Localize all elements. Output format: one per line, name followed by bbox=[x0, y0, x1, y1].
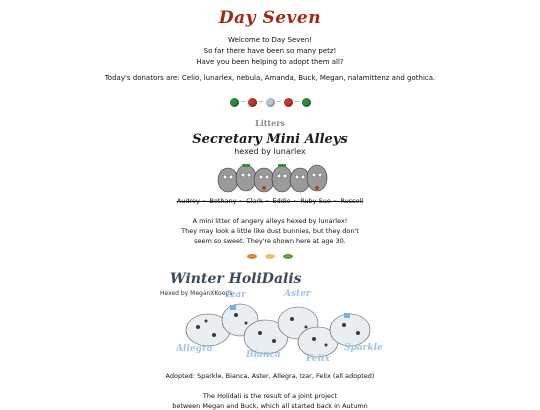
description-line: A mini litter of angery alleys hexed by lunarlex! bbox=[192, 217, 348, 225]
secretary-litter-names: Audrey ~ Bethany ~ Clark ~ Eddie ~ Ruby Sue ~ Russell bbox=[176, 197, 364, 205]
secretary-litter-image bbox=[216, 156, 328, 196]
holidali-litter-subtitle: Hexed by MeganXKoops bbox=[160, 290, 233, 297]
description-line: The Holidali is the result of a joint project bbox=[202, 392, 338, 400]
divider-dash: — bbox=[294, 99, 300, 105]
pup-label: Felix bbox=[306, 354, 330, 364]
description-line: between Megan and Buck, which all started back in Autumn bbox=[172, 402, 368, 410]
ornament-divider bbox=[0, 96, 540, 108]
litters-heading: Litters bbox=[255, 118, 285, 128]
red-ornament-icon bbox=[248, 98, 257, 107]
leaf-divider bbox=[0, 254, 540, 264]
divider-dash: — bbox=[258, 99, 264, 105]
green-leaf-icon bbox=[283, 254, 293, 259]
donators-text: Today's donators are: Celio, lunarlex, nebula, Amanda, Buck, Megan, nalamittenz and gothica. bbox=[104, 74, 436, 82]
pup-label: Allegra bbox=[176, 344, 213, 354]
divider-dash: — bbox=[240, 99, 246, 105]
secretary-litter-subtitle: hexed by lunarlex bbox=[234, 147, 306, 156]
intro-line: Welcome to Day Seven! bbox=[228, 36, 312, 44]
intro-text bbox=[0, 35, 540, 68]
pup-label: Sparkle bbox=[344, 343, 383, 353]
holidali-litter-title: Winter HoliDalis bbox=[170, 271, 302, 287]
green-ornament-icon bbox=[230, 98, 239, 107]
description-line: seem so sweet. They're shown here at age 30. bbox=[194, 237, 346, 245]
secretary-litter-description bbox=[0, 216, 540, 246]
holidali-adopted-text: Adopted: Sparkle, Bianca, Aster, Allegra, Izar, Felix (all adopted) bbox=[165, 372, 375, 380]
yellow-leaf-icon bbox=[265, 254, 275, 259]
silver-ornament-icon bbox=[266, 98, 275, 107]
intro-line: So far there have been so many petz! bbox=[203, 47, 337, 55]
red-ornament-icon bbox=[284, 98, 293, 107]
description-line: They may look a little like dust bunnies, but they don't bbox=[181, 227, 359, 235]
green-ornament-icon bbox=[302, 98, 311, 107]
divider-dash: — bbox=[276, 99, 282, 105]
kitten-group bbox=[218, 165, 327, 192]
pup-label: Aster bbox=[284, 289, 311, 299]
intro-line: Have you been helping to adopt them all? bbox=[196, 58, 344, 66]
page-title: Day Seven bbox=[218, 8, 322, 28]
pup-label: Bianca bbox=[246, 350, 281, 360]
pup-label: Izar bbox=[226, 290, 246, 300]
secretary-litter-title: Secretary Mini Alleys bbox=[192, 132, 348, 147]
orange-leaf-icon bbox=[247, 254, 257, 259]
